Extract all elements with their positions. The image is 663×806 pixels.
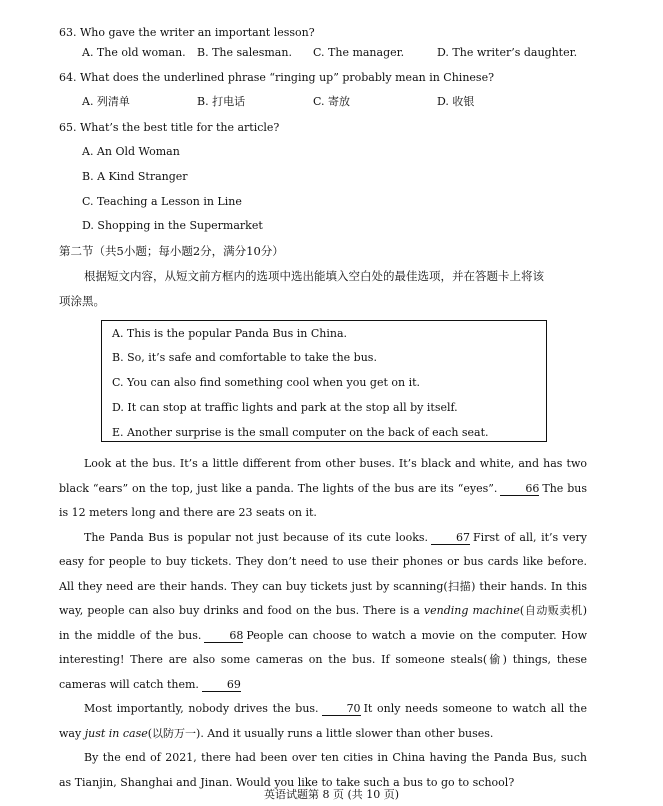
- q64-option-c: C. 寄放: [313, 95, 351, 108]
- q65-option-a: A. An Old Woman: [82, 145, 180, 158]
- section-2-title: 第二节（共5小题；每小题2分，满分10分）: [59, 244, 284, 258]
- p3-text-b: It only needs someone to watch all the way: [59, 702, 588, 740]
- question-65: 65. What’s the best title for the article?: [59, 121, 280, 134]
- section-2-instruction-2: 项涂黑。: [59, 294, 105, 308]
- box-option-b: B. So, it’s safe and comfortable to take the bus.: [112, 351, 377, 364]
- box-option-c: C. You can also find something cool when you get on it.: [112, 376, 421, 389]
- passage-paragraph-3: [59, 697, 587, 746]
- q63-option-d: D. The writer’s daughter.: [437, 46, 578, 59]
- passage-paragraph-2: [59, 526, 587, 698]
- q64-option-a: A. 列清单: [82, 95, 130, 108]
- q65-option-c: C. Teaching a Lesson in Line: [82, 195, 242, 208]
- q63-option-b: B. The salesman.: [197, 46, 292, 59]
- blank-69[interactable]: 69: [202, 679, 241, 692]
- question-63: 63. Who gave the writer an important lesson?: [59, 26, 315, 39]
- blank-68[interactable]: 68: [204, 630, 243, 643]
- p2-text-c: (自动贩卖机) in the middle of the bus.: [59, 604, 587, 642]
- box-option-d: D. It can stop at traffic lights and park at the stop all by itself.: [112, 401, 458, 414]
- passage: [59, 452, 587, 795]
- options-box: [101, 320, 547, 442]
- box-option-a: A. This is the popular Panda Bus in China.: [112, 327, 348, 340]
- blank-70[interactable]: 70: [322, 703, 361, 716]
- p2-text-a: The Panda Bus is popular not just because of its cute looks.: [84, 530, 429, 544]
- vending-machine-term: vending machine: [423, 604, 520, 617]
- page-footer: 英语试题第 8 页 (共 10 页): [263, 788, 400, 801]
- question-64: 64. What does the underlined phrase “ringing up” probably mean in Chinese?: [59, 71, 494, 84]
- passage-paragraph-1: [59, 452, 587, 526]
- q64-option-b: B. 打电话: [197, 95, 246, 108]
- box-option-e: E. Another surprise is the small computer on the back of each seat.: [112, 426, 489, 439]
- p1-text-a: Look at the bus. It’s a little different from other buses. It’s black and white, and has two black “ears” on the top, just like a panda. The lights of the bus are its “eyes”.: [59, 457, 587, 495]
- blank-67[interactable]: 67: [431, 532, 470, 545]
- p3-text-c: (以防万一). And it usually runs a little slower than other buses.: [147, 726, 494, 740]
- p3-text-a: Most importantly, nobody drives the bus.: [84, 702, 319, 715]
- q64-option-d: D. 收银: [437, 95, 475, 108]
- p1-text-b: The bus is 12 meters long and there are 23 seats on it.: [59, 481, 587, 519]
- p2-text-d: People can choose to watch a movie on the computer. How interesting! There are also some cameras on the bus. If someone steals(偷) things, these cameras will catch them.: [59, 628, 588, 691]
- q63-option-a: A. The old woman.: [82, 46, 186, 59]
- q63-option-c: C. The manager.: [313, 46, 405, 59]
- q65-option-d: D. Shopping in the Supermarket: [82, 219, 263, 232]
- section-2-instruction-1: 根据短文内容，从短文前方框内的选项中选出能填入空白处的最佳选项，并在答题卡上将该: [84, 269, 544, 283]
- blank-66[interactable]: 66: [500, 483, 539, 496]
- just-in-case-term: just in case: [84, 726, 148, 740]
- p2-text-b: First of all, it’s very easy for people to buy tickets. They don’t need to use their phones or bus cards like before. All they need are their hands. They can buy tickets just by scanning(扫描) their hands. In this way, people can also buy drinks and food on the bus. There is a: [59, 530, 587, 617]
- q65-option-b: B. A Kind Stranger: [82, 170, 188, 183]
- passage-paragraph-4: By the end of 2021, there had been over ten cities in China having the Panda Bus, such as Tianjin, Shanghai and Jinan. Would you like to take such a bus to go to school?: [59, 751, 587, 789]
